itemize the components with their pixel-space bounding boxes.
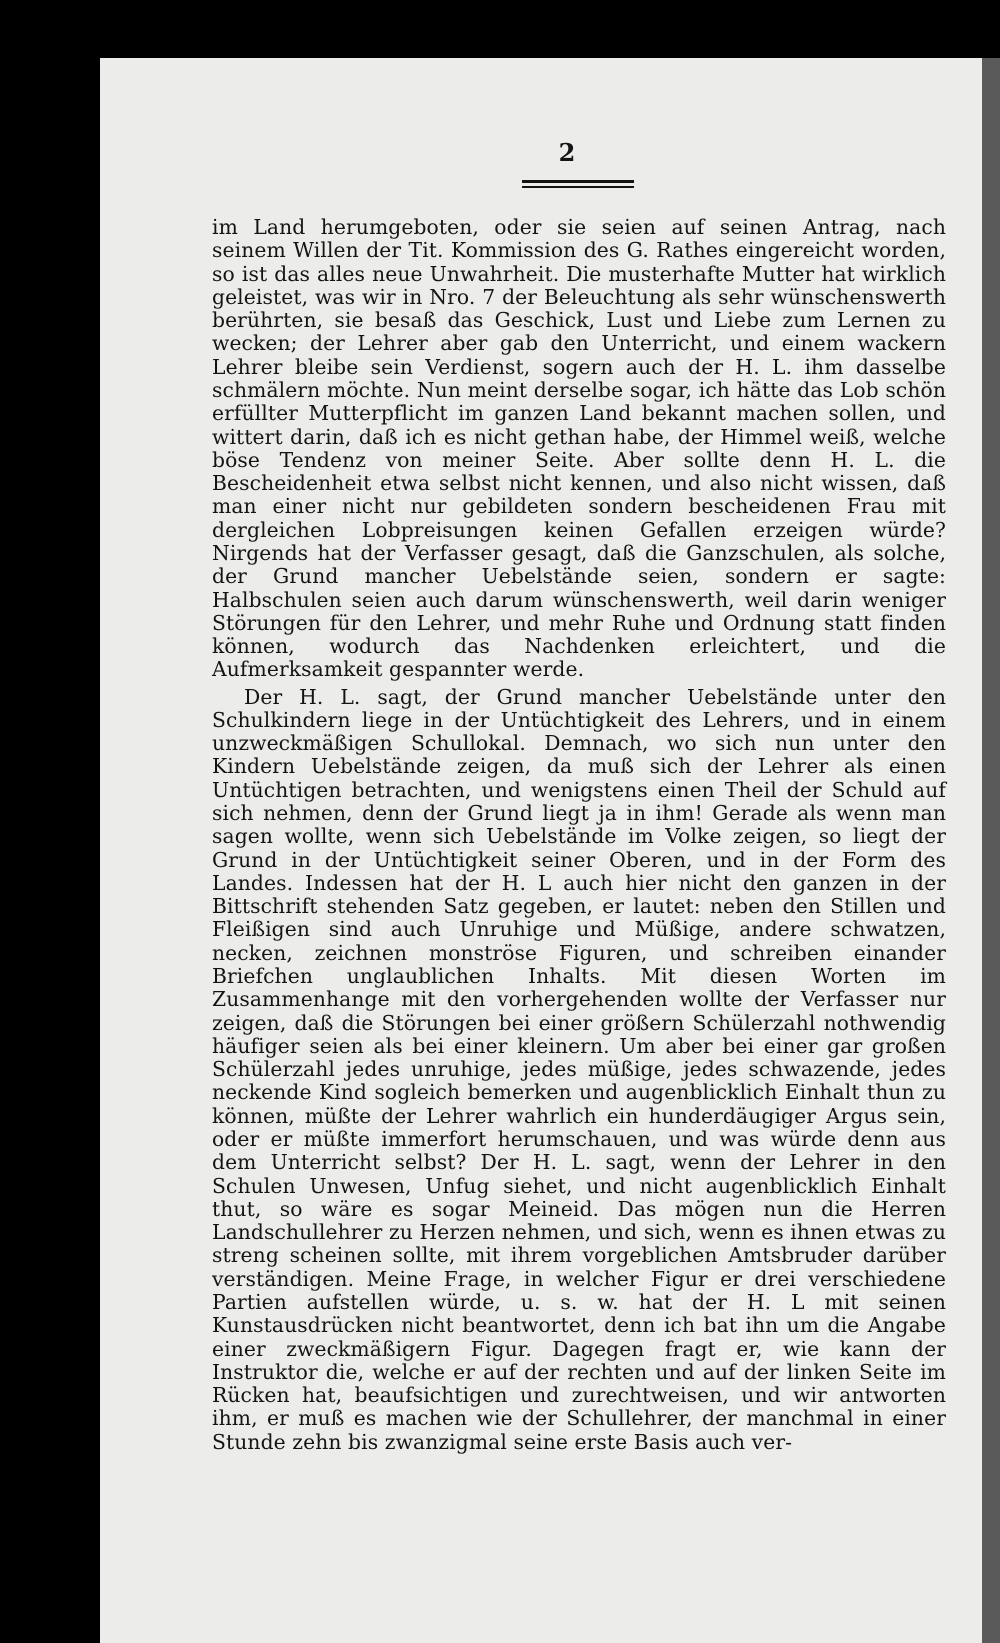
scan-edge: [982, 58, 1000, 1643]
document-page: [100, 58, 982, 1643]
page-number: 2: [558, 138, 576, 167]
body-text: [212, 216, 946, 1454]
header-rule-lower: [522, 186, 634, 188]
paragraph-1: im Land herumgeboten, oder sie seien auf seinen Antrag, nach seinem Willen der Tit. Kommission des G. Rathes eingereicht worden, so ist das alles neue Unwahrheit. Die musterhafte Mutter hat wirklich geleistet, was wir in Nro. 7 der Beleuchtung als sehr wünschenswerth berührten, sie besaß das Geschick, Lust und Liebe zum Lernen zu wecken; der Lehrer aber gab den Unterricht, und einem wackern Lehrer bleibe sein Verdienst, sogern auch der H. L. ihm dasselbe schmälern möchte. Nun meint derselbe sogar, ich hätte das Lob schön erfüllter Mutterpflicht im ganzen Land bekannt machen sollen, und wittert darin, daß ich es nicht gethan habe, der Himmel weiß, welche böse Tendenz von meiner Seite. Aber sollte denn H. L. die Bescheidenheit etwa selbst nicht kennen, und also nicht wissen, daß man einer nicht nur gebildeten sondern bescheidenen Frau mit dergleichen Lobpreisungen keinen Gefallen erzeigen würde? Nirgends hat der Verfasser gesagt, daß die Ganzschulen, als solche, der Grund mancher Uebelstände seien, sondern er sagte: Halbschulen seien auch darum wünschenswerth, weil darin weniger Störungen für den Lehrer, und mehr Ruhe und Ordnung statt finden können, wodurch das Nachdenken erleichtert, und die Aufmerksamkeit gespannter werde.: [212, 215, 946, 682]
paragraph-2: Der H. L. sagt, der Grund mancher Uebelstände unter den Schulkindern liege in der Untüchtigkeit des Lehrers, und in einem unzweckmäßigen Schullokal. Demnach, wo sich nun unter den Kindern Uebelstände zeigen, da muß sich der Lehrer als einen Untüchtigen betrachten, und wenigstens einen Theil der Schuld auf sich nehmen, denn der Grund liegt ja in ihm! Gerade als wenn man sagen wollte, wenn sich Uebelstände im Volke zeigen, so liegt der Grund in der Untüchtigkeit seiner Oberen, und in der Form des Landes. Indessen hat der H. L auch hier nicht den ganzen in der Bittschrift stehenden Satz gegeben, er lautet: neben den Stillen und Fleißigen sind auch Unruhige und Müßige, andere schwatzen, necken, zeichnen monströse Figuren, und schreiben einander Briefchen unglaublichen Inhalts. Mit diesen Worten im Zusammenhange mit den vorhergehenden wollte der Verfasser nur zeigen, daß die Störungen bei einer größern Schülerzahl nothwendig häufiger seien als bei einer kleinern. Um aber bei einer gar großen Schülerzahl jedes unruhige, jedes müßige, jedes schwazende, jedes neckende Kind sogleich bemerken und augenblicklich Einhalt thun zu können, müßte der Lehrer wahrlich ein hunderdäugiger Argus sein, oder er müßte immerfort herumschauen, und was würde denn aus dem Unterricht selbst? Der H. L. sagt, wenn der Lehrer in den Schulen Unwesen, Unfug siehet, und nicht augenblicklich Einhalt thut, so wäre es sogar Meineid. Das mögen nun die Herren Landschullehrer zu Herzen nehmen, und sich, wenn es ihnen etwas zu streng scheinen sollte, mit ihrem vorgeblichen Amtsbruder darüber verständigen. Meine Frage, in welcher Figur er drei verschiedene Partien aufstellen würde, u. s. w. hat der H. L mit seinen Kunstausdrücken nicht beantwortet, denn ich bat ihn um die Angabe einer zweckmäßigern Figur. Dagegen fragt er, wie kann der Instruktor die, welche er auf der rechten und auf der linken Seite im Rücken hat, beaufsichtigen und zurechtweisen, und wir antworten ihm, er muß es machen wie der Schullehrer, der manchmal in einer Stunde zehn bis zwanzigmal seine erste Basis auch ver-: [212, 684, 946, 1454]
header-rule: [522, 180, 634, 183]
